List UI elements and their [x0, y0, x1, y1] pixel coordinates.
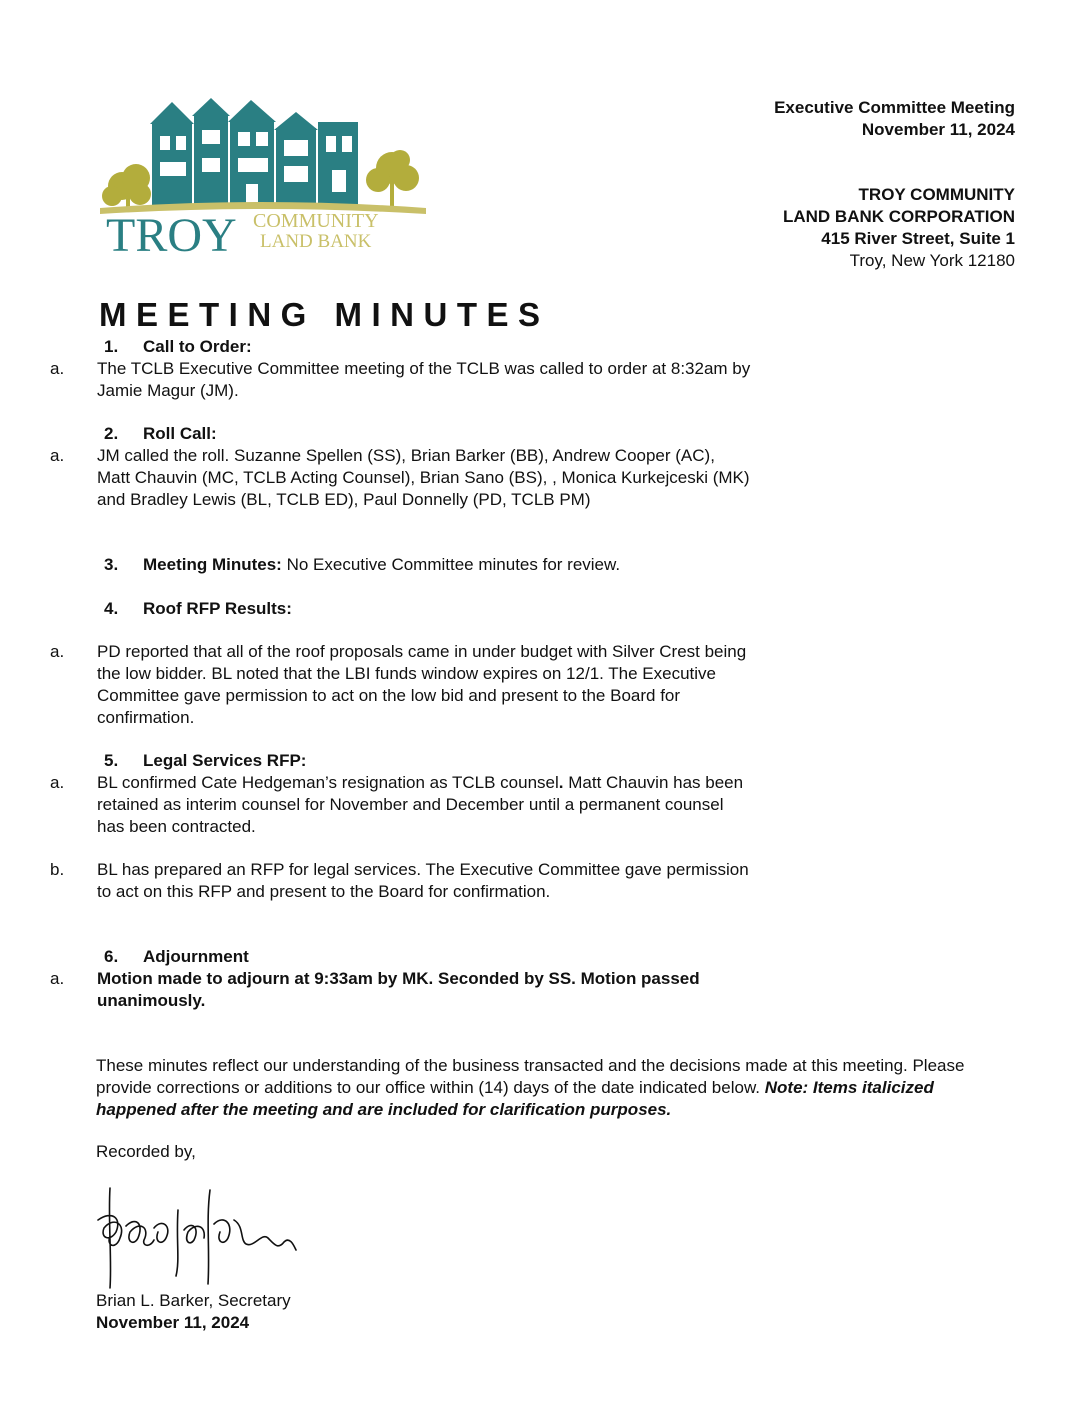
troy-land-bank-logo — [100, 96, 426, 256]
item-text-post: Matt Chauvin has been retained as interim counsel for November and December until a permanent counsel has been contracted. — [97, 773, 744, 836]
logo-word: TROY — [106, 209, 237, 256]
meeting-header — [774, 97, 1015, 141]
item-text: PD reported that all of the roof proposals came in under budget with Silver Crest being the low bidder. BL noted that the LBI funds window expires on 12/1. The Executive Committee gave permission to act on the low bid and present to the Board for confirmation. — [97, 642, 747, 727]
meeting-name: Executive Committee Meeting — [774, 98, 1015, 117]
section-heading: Roof RFP Results: — [143, 599, 292, 618]
item-letter: a. — [50, 359, 65, 378]
signer-name: Brian L. Barker, Secretary — [96, 1291, 291, 1310]
section-number: 4. — [104, 599, 119, 618]
item-letter: b. — [50, 860, 65, 879]
closing-text: These minutes reflect our understanding of the business transacted and the decisions made at this meeting. Please provide corrections or additions to our office within (14) days of the date indicated below. — [96, 1056, 965, 1097]
item-text: JM called the roll. Suzanne Spellen (SS), Brian Barker (BB), Andrew Cooper (AC), Matt Chauvin (MC, TCLB Acting Counsel), Brian Sano (BS), , Monica Kurkejceski (MK) and Bradley Lewis (BL, TCLB ED), Paul Donnelly (PD, TCLB PM) — [97, 446, 750, 509]
item-text: Motion made to adjourn at 9:33am by MK. Seconded by SS. Motion passed unanimously. — [97, 969, 700, 1010]
street-address: 415 River Street, Suite 1 — [821, 229, 1015, 248]
item-text — [97, 772, 752, 838]
logo-graphic — [100, 96, 426, 256]
meeting-date: November 11, 2024 — [861, 120, 1015, 139]
section-heading: Roll Call: — [143, 424, 217, 443]
organization-address — [783, 184, 1015, 272]
signature — [92, 1180, 302, 1290]
item-letter: a. — [50, 642, 65, 661]
item-letter: a. — [50, 773, 65, 792]
section-number: 2. — [104, 424, 119, 443]
logo-line2: LAND BANK — [260, 231, 372, 252]
signature-graphic — [92, 1180, 302, 1290]
section-text: No Executive Committee minutes for review. — [281, 555, 621, 574]
section-heading: Meeting Minutes: — [143, 555, 282, 574]
item-text: BL has prepared an RFP for legal services. The Executive Committee gave permission to act on this RFP and present to the Board for confirmation. — [97, 860, 749, 901]
document-title: MEETING MINUTES — [99, 296, 550, 333]
closing-note: Note: Items italicized happened after the meeting and are included for clarification purposes. — [96, 1078, 934, 1119]
section-number: 1. — [104, 337, 119, 356]
section-heading: Adjournment — [143, 947, 249, 966]
item-text-bold: . — [558, 773, 564, 792]
recorded-by: Recorded by, — [96, 1142, 196, 1161]
section-number: 3. — [104, 555, 119, 574]
signer-block — [96, 1290, 291, 1334]
section-heading-line — [143, 554, 620, 576]
section-number: 6. — [104, 947, 119, 966]
item-text: The TCLB Executive Committee meeting of the TCLB was called to order at 8:32am by Jamie Magur (JM). — [97, 359, 751, 400]
section-heading: Legal Services RFP: — [143, 751, 307, 770]
item-letter: a. — [50, 969, 65, 988]
org-line2: LAND BANK CORPORATION — [782, 207, 1015, 226]
city-state-zip: Troy, New York 12180 — [849, 251, 1015, 270]
item-letter: a. — [50, 446, 65, 465]
org-line1: TROY COMMUNITY — [858, 185, 1015, 204]
closing-paragraph — [96, 1055, 976, 1121]
section-number: 5. — [104, 751, 119, 770]
logo-line1: COMMUNITY — [253, 210, 379, 232]
section-heading: Call to Order: — [143, 337, 252, 356]
item-text-pre: BL confirmed Cate Hedgeman’s resignation as TCLB counsel — [97, 773, 559, 792]
signer-date: November 11, 2024 — [96, 1313, 250, 1332]
